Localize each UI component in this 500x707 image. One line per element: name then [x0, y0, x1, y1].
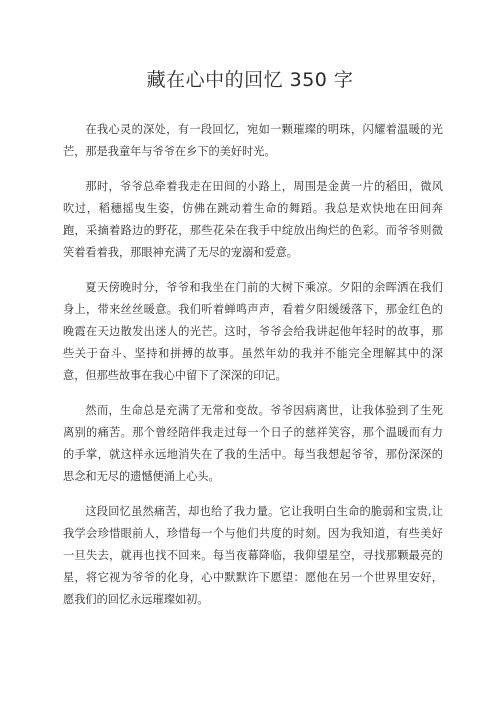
paragraph-1: 在我心灵的深处，有一段回忆，宛如一颗璀璨的明珠，闪耀着温暖的光芒，那是我童年与爷爷在乡下的美好时光。 [63, 123, 443, 158]
paragraph-4: 然而，生命总是充满了无常和变故。爷爷因病离世，让我体验到了生死离别的痛苦。那个曾经陪伴我走过每一个日子的慈祥笑容，那个温暖而有力的手掌，就这样永远地消失在了我的生活中。每当我想起爷爷，那份深深的思念和无尽的遗憾便涌上心头。 [63, 404, 443, 483]
page-title: 藏在心中的回忆 350 字 [146, 69, 354, 91]
article-body [63, 119, 443, 624]
paragraph-3: 夏天傍晚时分，爷爷和我坐在门前的大树下乘凉。夕阳的余晖洒在我们身上，带来丝丝暖意。我们听着蝉鸣声声，看着夕阳缓缓落下，那金红色的晚霞在天边散发出迷人的光芒。这时，爷爷会给我讲起他年轻时的故事，那些关于奋斗、坚持和拼搏的故事。虽然年幼的我并不能完全理解其中的深意，但那些故事在我心中留下了深深的印记。 [63, 281, 443, 382]
paragraph-2: 那时，爷爷总牵着我走在田间的小路上，周围是金黄一片的稻田，微风吹过，稻穗摇曳生姿，仿佛在跳动着生命的舞蹈。我总是欢快地在田间奔跑，采摘着路边的野花，那些花朵在我手中绽放出绚烂的色彩。而爷爷则微笑着看着我，那眼神充满了无尽的宠溺和爱意。 [63, 180, 443, 259]
paragraph-5: 这段回忆虽然痛苦，却也给了我力量。它让我明白生命的脆弱和宝贵,让我学会珍惜眼前人，珍惜每一个与他们共度的时刻。因为我知道，有些美好一旦失去，就再也找不回来。每当夜幕降临，我仰望星空，寻找那颗最亮的星，将它视为爷爷的化身，心中默默许下愿望：愿他在另一个世界里安好，愿我们的回忆永远璀璨如初。 [63, 505, 443, 606]
